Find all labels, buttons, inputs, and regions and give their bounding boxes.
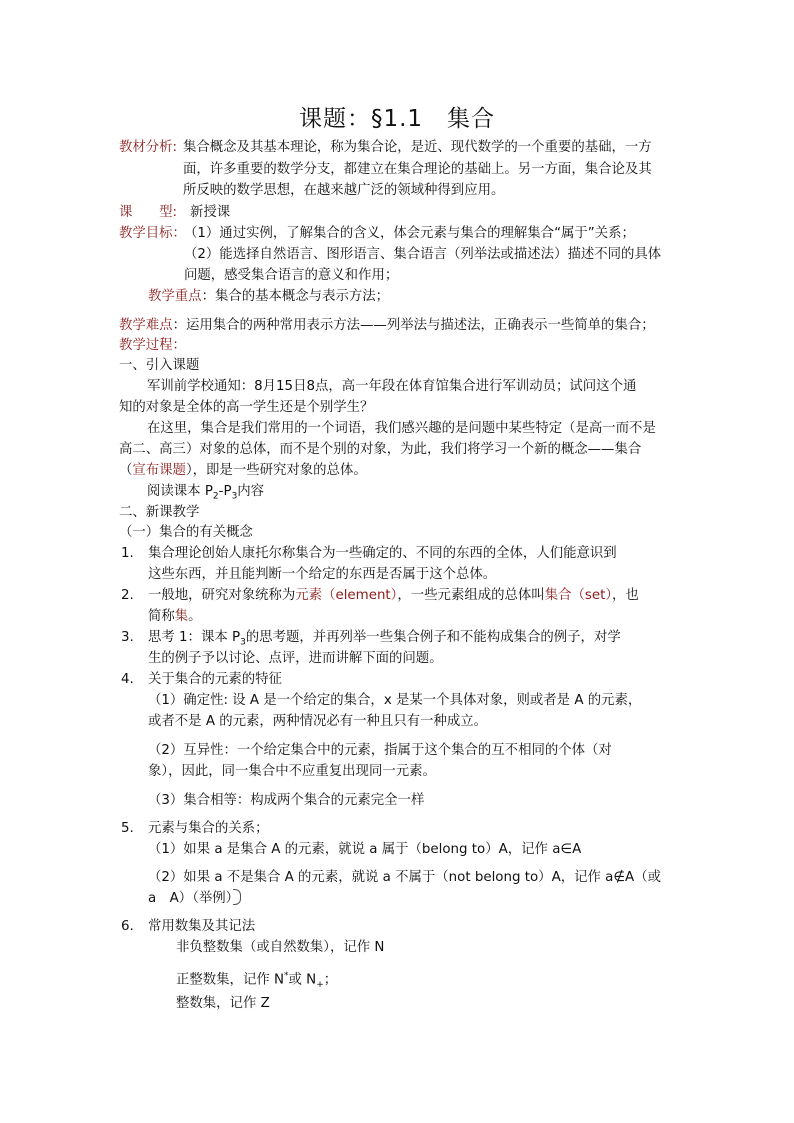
page-title: 课题：§1.1 集合 bbox=[298, 106, 496, 132]
item6-b-mid: 或 N bbox=[288, 972, 317, 988]
reading-sub2: 3 bbox=[231, 491, 238, 502]
analysis-label: 教材分析: bbox=[119, 140, 178, 155]
course-type-value: 新授课 bbox=[190, 205, 231, 220]
item3-line2: 生的例子予以讨论、点评，进而讲解下面的问题。 bbox=[148, 651, 443, 666]
reading-pre: 阅读课本 P bbox=[147, 484, 213, 499]
item4-title: 关于集合的元素的特征 bbox=[148, 672, 282, 687]
announce-topic-text: 宣布课题 bbox=[132, 463, 186, 478]
item5-b-line2-text: a A）（举例） bbox=[148, 891, 240, 906]
ji-term: 集 bbox=[174, 609, 189, 624]
item-number-5: 5. bbox=[121, 821, 134, 836]
item3-post: 的思考题，并再列举一些集合例子和不能构成集合的例子，对学 bbox=[245, 630, 621, 645]
item-number-1: 1. bbox=[121, 546, 134, 561]
analysis-line-2: 面，许多重要的数学分支，都建立在集合理论的基础上。另一方面，集合论及其 bbox=[183, 162, 652, 177]
goals-label: 教学目标： bbox=[119, 226, 186, 241]
item6-c: 整数集，记作 Z bbox=[176, 996, 270, 1011]
item6-b-pre: 正整数集，记作 N bbox=[176, 972, 285, 988]
section1-p2-line1: 在这里，集合是我们常用的一个词语，我们感兴趣的是问题中某些特定（是高一而不是 bbox=[147, 421, 656, 436]
item2-line2 bbox=[148, 607, 202, 627]
item6-b-post: ； bbox=[323, 972, 338, 988]
item6-title: 常用数集及其记法 bbox=[148, 919, 256, 934]
item6-b bbox=[176, 966, 337, 995]
item-number-2: 2. bbox=[121, 588, 134, 603]
reading-sub1: 2 bbox=[212, 491, 219, 502]
reading-mid: -P bbox=[218, 484, 232, 499]
analysis-line-1: 集合概念及其基本理论，称为集合论，是近、现代数学的一个重要的基础，一方 bbox=[183, 140, 652, 155]
set-term: 集合（set） bbox=[544, 588, 613, 603]
section1-p2-line2: 高二、高三）对象的总体，而不是个别的对象，为此，我们将学习一个新的概念——集合 bbox=[119, 442, 642, 457]
section2-subheading: （一）集合的有关概念 bbox=[119, 525, 253, 540]
key-points-sep: ： bbox=[201, 289, 215, 304]
difficulties-label: 教学难点 bbox=[119, 318, 173, 333]
item5-b-line2 bbox=[148, 889, 241, 909]
section1-p1-line1: 军训前学校通知：8月15日8点，高一年段在体育馆集合进行军训动员；试问这个通 bbox=[147, 379, 637, 394]
item-number-6: 6. bbox=[121, 919, 134, 934]
item-number-3: 3. bbox=[121, 630, 134, 645]
key-points-value: 集合的基本概念与表示方法； bbox=[214, 289, 390, 304]
item2-text-b: ，一些元素组成的总体叫 bbox=[397, 588, 545, 603]
difficulties-value: 运用集合的两种常用表示方法——列举法与描述法，正确表示一些简单的集合； bbox=[185, 318, 655, 333]
section1-p2-line3 bbox=[119, 461, 367, 481]
item3-sub: 3 bbox=[240, 637, 246, 648]
p2-open-paren: （ bbox=[119, 463, 133, 478]
goals-line-1: （1）通过实例，了解集合的含义，体会元素与集合的理解集合“属于”关系； bbox=[184, 226, 635, 241]
key-points-row bbox=[148, 287, 389, 307]
item2-line1 bbox=[148, 586, 639, 606]
goals-line-2: （2）能选择自然语言、图形语言、集合语言（列举法或描述法）描述不同的具体 bbox=[184, 247, 662, 262]
item6-b-sub: + bbox=[316, 980, 324, 991]
goals-line-3: 问题，感受集合语言的意义和作用； bbox=[184, 268, 399, 283]
difficulties-sep: ： bbox=[172, 318, 186, 333]
item4-b-line1: （2）互异性：一个给定集合中的元素，指属于这个集合的互不相同的个体（对 bbox=[148, 743, 612, 758]
key-points-label: 教学重点 bbox=[148, 289, 202, 304]
reading-post: 内容 bbox=[237, 484, 265, 499]
item-number-4: 4. bbox=[121, 672, 134, 687]
item5-title: 元素与集合的关系； bbox=[148, 821, 269, 836]
item6-a: 非负整数集（或自然数集），记作 N bbox=[176, 940, 385, 955]
text-cursor-mark bbox=[233, 889, 241, 905]
item2-l2-b: 。 bbox=[188, 609, 202, 624]
item1-line1: 集合理论创始人康托尔称集合为一些确定的、不同的东西的全体，人们能意识到 bbox=[148, 546, 617, 561]
difficulties-row bbox=[119, 316, 655, 336]
item2-text-a: 一般地，研究对象统称为 bbox=[148, 588, 296, 603]
item1-line2: 这些东西，并且能判断一个给定的东西是否属于这个总体。 bbox=[148, 567, 497, 582]
item3-pre: 思考 1：课本 P bbox=[148, 630, 241, 645]
item4-b-line2: 象），因此，同一集合中不应重复出现同一元素。 bbox=[148, 764, 436, 779]
process-label: 教学过程： bbox=[119, 338, 186, 353]
item5-a: （1）如果 a 是集合 A 的元素，就说 a 属于（belong to）A，记作 a∈A bbox=[148, 842, 582, 857]
p2-line3-rest: ），即是一些研究对象的总体。 bbox=[185, 463, 367, 478]
item6-b-sup: * bbox=[284, 971, 289, 981]
section2-heading: 二、新课教学 bbox=[119, 505, 200, 520]
element-term: 元素（element） bbox=[295, 588, 398, 603]
item4-a-line1: （1）确定性: 设 A 是一个给定的集合，x 是某一个具体对象，则或者是 A 的元素， bbox=[148, 693, 642, 708]
analysis-line-3: 所反映的数学思想，在越来越广泛的领域种得到应用。 bbox=[183, 183, 505, 198]
item4-c: （3）集合相等：构成两个集合的元素完全一样 bbox=[148, 793, 425, 808]
section1-heading: 一、引入课题 bbox=[119, 358, 200, 373]
item2-text-c: ，也 bbox=[612, 588, 639, 603]
item2-l2-a: 简称 bbox=[148, 609, 175, 624]
section1-p1-line2: 知的对象是全体的高一学生还是个别学生？ bbox=[119, 400, 374, 415]
course-type-label: 课 型: bbox=[119, 205, 178, 220]
item4-a-line2: 或者不是 A 的元素，两种情况必有一种且只有一种成立。 bbox=[148, 714, 488, 729]
item5-b-line1: （2）如果 a 不是集合 A 的元素，就说 a 不属于（not belong to）A，记作 a∉A（或 bbox=[148, 870, 661, 885]
